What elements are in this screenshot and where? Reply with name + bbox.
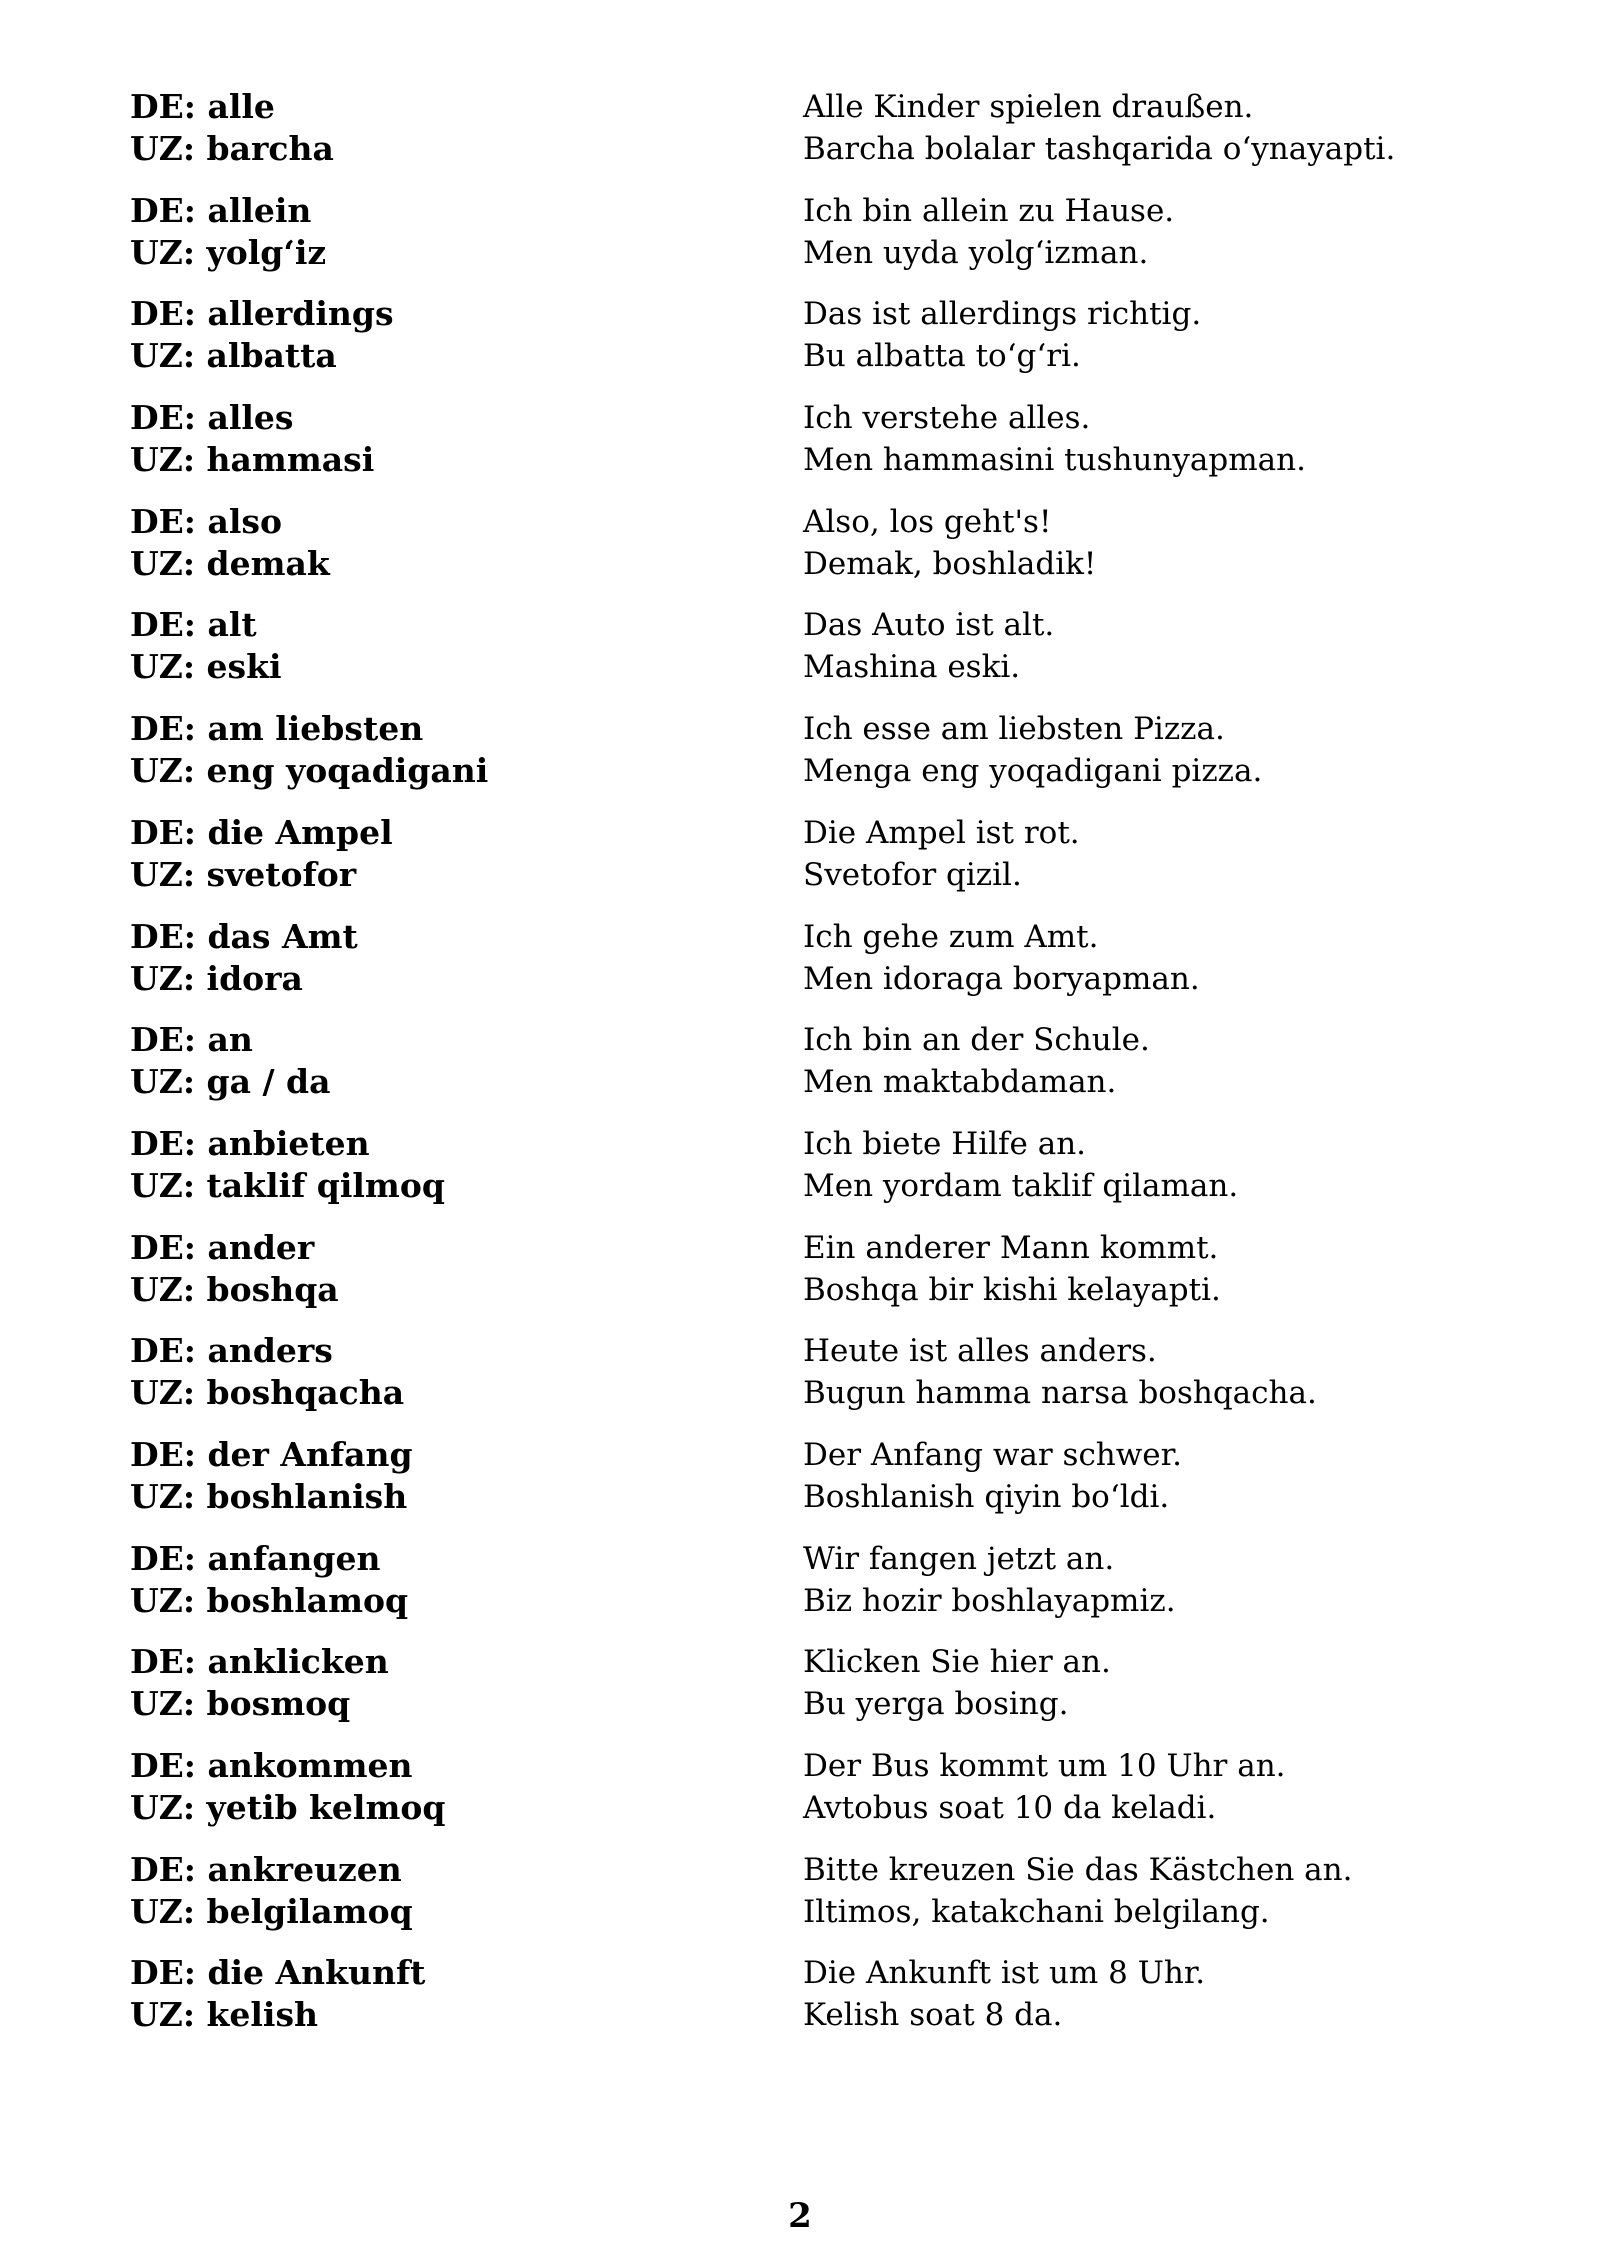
vocabulary-entry — [130, 812, 1430, 916]
vocabulary-entry — [130, 86, 1430, 190]
example-pair — [803, 1434, 1182, 1538]
german-example-sentence: Klicken Sie hier an. — [803, 1644, 1111, 1681]
german-term: DE: allerdings — [130, 294, 394, 334]
uzbek-term: UZ: bosmoq — [130, 1684, 351, 1724]
german-term: DE: die Ampel — [130, 812, 393, 852]
term-pair — [130, 1952, 803, 2056]
german-term: DE: alt — [130, 605, 257, 645]
term-pair — [130, 1123, 803, 1227]
uzbek-example-sentence: Men maktabdaman. — [803, 1064, 1117, 1101]
term-pair — [130, 812, 803, 916]
uzbek-example-sentence: Boshlanish qiyin boʻldi. — [803, 1478, 1170, 1515]
uzbek-example-sentence: Demak, boshladik! — [803, 545, 1097, 582]
uzbek-example-sentence: Bugun hamma narsa boshqacha. — [803, 1375, 1317, 1412]
vocabulary-entry — [130, 1849, 1430, 1953]
german-term: DE: also — [130, 501, 282, 541]
uzbek-example-sentence: Men idoraga boryapman. — [803, 960, 1200, 997]
vocabulary-entry — [130, 1952, 1430, 2056]
uzbek-term: UZ: boshlanish — [130, 1476, 408, 1516]
term-pair — [130, 1538, 803, 1642]
german-example-sentence: Ein anderer Mann kommt. — [803, 1229, 1219, 1266]
vocabulary-entry — [130, 1745, 1430, 1849]
uzbek-example-sentence: Biz hozir boshlayapmiz. — [803, 1582, 1176, 1619]
uzbek-term: UZ: barcha — [130, 129, 334, 168]
example-pair — [803, 1641, 1111, 1745]
german-example-sentence: Ich esse am liebsten Pizza. — [803, 711, 1225, 748]
german-example-sentence: Bitte kreuzen Sie das Kästchen an. — [803, 1851, 1353, 1888]
german-term: DE: anbieten — [130, 1123, 370, 1163]
vocabulary-entry — [130, 1019, 1430, 1123]
term-pair — [130, 1434, 803, 1538]
uzbek-example-sentence: Men uyda yolgʻizman. — [803, 234, 1149, 271]
uzbek-example-sentence: Men hammasini tushunyapman. — [803, 442, 1306, 479]
uzbek-example-sentence: Kelish soat 8 da. — [803, 1997, 1063, 2034]
example-pair — [803, 293, 1201, 397]
vocabulary-entry — [130, 293, 1430, 397]
uzbek-term: UZ: eng yoqadigani — [130, 751, 489, 791]
example-pair — [803, 1227, 1221, 1331]
uzbek-term: UZ: yetib kelmoq — [130, 1788, 446, 1827]
german-example-sentence: Also, los geht's! — [803, 503, 1052, 540]
example-pair — [803, 1952, 1205, 2056]
example-pair — [803, 1849, 1352, 1953]
vocabulary-entry — [130, 1227, 1430, 1331]
term-pair — [130, 1330, 803, 1434]
german-example-sentence: Der Bus kommt um 10 Uhr an. — [803, 1748, 1286, 1784]
example-pair — [803, 397, 1306, 501]
german-term: DE: ankreuzen — [130, 1849, 402, 1889]
german-example-sentence: Wir fangen jetzt an. — [803, 1540, 1115, 1577]
example-pair — [803, 1019, 1150, 1123]
german-example-sentence: Das Auto ist alt. — [803, 607, 1055, 644]
german-term: DE: die Ankunft — [130, 1953, 426, 1993]
uzbek-example-sentence: Avtobus soat 10 da keladi. — [803, 1790, 1217, 1826]
term-pair — [130, 1641, 803, 1745]
german-term: DE: allein — [130, 190, 312, 230]
example-pair — [803, 1745, 1286, 1849]
page-number: 2 — [788, 2196, 812, 2236]
vocabulary-entry — [130, 1330, 1430, 1434]
german-example-sentence: Das ist allerdings richtig. — [803, 296, 1202, 333]
term-pair — [130, 916, 803, 1020]
german-example-sentence: Die Ampel ist rot. — [803, 814, 1080, 851]
vocabulary-list — [130, 86, 1430, 2056]
uzbek-term: UZ: svetofor — [130, 854, 357, 894]
term-pair — [130, 397, 803, 501]
term-pair — [130, 86, 803, 190]
term-pair — [130, 604, 803, 708]
uzbek-term: UZ: boshlamoq — [130, 1580, 409, 1620]
uzbek-term: UZ: eski — [130, 647, 282, 687]
term-pair — [130, 501, 803, 605]
german-example-sentence: Heute ist alles anders. — [803, 1333, 1157, 1370]
german-term: DE: anfangen — [130, 1538, 381, 1578]
german-example-sentence: Ich verstehe alles. — [803, 400, 1091, 437]
example-pair — [803, 190, 1174, 294]
example-pair — [803, 604, 1054, 708]
uzbek-term: UZ: hammasi — [130, 440, 375, 480]
german-term: DE: anders — [130, 1331, 333, 1371]
uzbek-term: UZ: boshqacha — [130, 1373, 405, 1413]
uzbek-example-sentence: Menga eng yoqadigani pizza. — [803, 753, 1263, 790]
example-pair — [803, 708, 1262, 812]
term-pair — [130, 1019, 803, 1123]
uzbek-term: UZ: ga / da — [130, 1062, 331, 1102]
uzbek-example-sentence: Iltimos, katakchani belgilang. — [803, 1893, 1270, 1930]
vocabulary-entry — [130, 1123, 1430, 1227]
german-term: DE: ankommen — [130, 1746, 413, 1785]
german-term: DE: an — [130, 1020, 253, 1060]
german-term: DE: alles — [130, 398, 294, 438]
term-pair — [130, 1849, 803, 1953]
vocabulary-entry — [130, 1434, 1430, 1538]
term-pair — [130, 293, 803, 397]
uzbek-term: UZ: albatta — [130, 336, 337, 376]
uzbek-example-sentence: Barcha bolalar tashqarida oʻynayapti. — [803, 131, 1396, 167]
uzbek-term: UZ: taklif qilmoq — [130, 1165, 445, 1205]
german-example-sentence: Alle Kinder spielen draußen. — [803, 89, 1254, 125]
vocabulary-entry — [130, 1641, 1430, 1745]
uzbek-example-sentence: Boshqa bir kishi kelayapti. — [803, 1271, 1221, 1308]
uzbek-example-sentence: Svetofor qizil. — [803, 856, 1022, 893]
vocabulary-entry — [130, 708, 1430, 812]
example-pair — [803, 1538, 1176, 1642]
term-pair — [130, 708, 803, 812]
uzbek-example-sentence: Men yordam taklif qilaman. — [803, 1167, 1239, 1204]
uzbek-example-sentence: Bu albatta toʻgʻri. — [803, 338, 1081, 375]
example-pair — [803, 86, 1395, 190]
vocabulary-entry — [130, 190, 1430, 294]
uzbek-term: UZ: boshqa — [130, 1269, 339, 1309]
uzbek-term: UZ: demak — [130, 543, 330, 583]
uzbek-example-sentence: Bu yerga bosing. — [803, 1686, 1069, 1723]
uzbek-term: UZ: kelish — [130, 1995, 319, 2035]
german-term: DE: anklicken — [130, 1642, 389, 1682]
german-example-sentence: Der Anfang war schwer. — [803, 1436, 1182, 1473]
german-term: DE: am liebsten — [130, 709, 424, 749]
example-pair — [803, 501, 1096, 605]
vocabulary-entry — [130, 1538, 1430, 1642]
uzbek-term: UZ: belgilamoq — [130, 1891, 413, 1931]
example-pair — [803, 916, 1200, 1020]
german-term: DE: der Anfang — [130, 1434, 413, 1474]
example-pair — [803, 1123, 1238, 1227]
uzbek-example-sentence: Mashina eski. — [803, 649, 1021, 686]
german-example-sentence: Die Ankunft ist um 8 Uhr. — [803, 1955, 1206, 1992]
vocabulary-entry — [130, 604, 1430, 708]
example-pair — [803, 1330, 1317, 1434]
german-example-sentence: Ich bin an der Schule. — [803, 1022, 1150, 1059]
term-pair — [130, 1745, 803, 1849]
vocabulary-entry — [130, 916, 1430, 1020]
uzbek-term: UZ: yolgʻiz — [130, 232, 327, 272]
german-example-sentence: Ich gehe zum Amt. — [803, 918, 1099, 955]
term-pair — [130, 1227, 803, 1331]
uzbek-term: UZ: idora — [130, 958, 303, 998]
german-example-sentence: Ich bin allein zu Hause. — [803, 192, 1175, 229]
vocabulary-entry — [130, 397, 1430, 501]
example-pair — [803, 812, 1080, 916]
german-example-sentence: Ich biete Hilfe an. — [803, 1125, 1087, 1162]
german-term: DE: alle — [130, 87, 275, 126]
german-term: DE: ander — [130, 1227, 315, 1267]
german-term: DE: das Amt — [130, 916, 358, 956]
vocabulary-entry — [130, 501, 1430, 605]
term-pair — [130, 190, 803, 294]
